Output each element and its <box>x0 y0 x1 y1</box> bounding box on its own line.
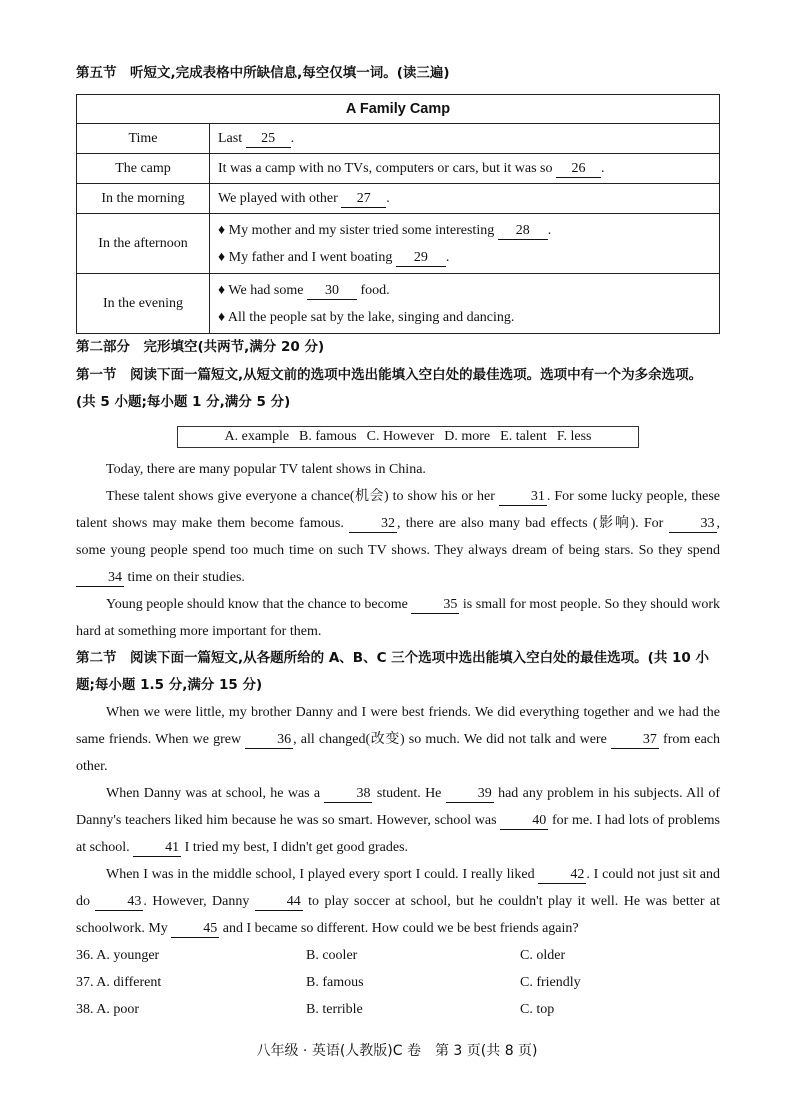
part2-section2-title: 第二节 阅读下面一篇短文,从各题所给的 A、B、C 三个选项中选出能填入空白处的最佳选项。(共 10 小题;每小题 1.5 分,满分 15 分) <box>76 650 710 693</box>
choice-row <box>76 996 720 1023</box>
option: B. famous <box>299 429 357 444</box>
choice-a[interactable]: 38. A. poor <box>76 1002 139 1017</box>
row-label: Time <box>77 124 210 154</box>
blank-41[interactable]: 41 <box>133 840 181 857</box>
option: E. talent <box>500 429 547 444</box>
table-row <box>77 184 720 214</box>
blank-43[interactable]: 43 <box>95 894 143 911</box>
option: F. less <box>556 429 592 444</box>
blank-29[interactable]: 29 <box>396 250 446 267</box>
table-row <box>77 154 720 184</box>
table-title: A Family Camp <box>77 95 720 124</box>
blank-27[interactable]: 27 <box>341 191 386 208</box>
option: C. However <box>366 429 435 444</box>
paragraph: Young people should know that the chance to become 35 is small for most people. So they should work hard at something more important for them. <box>76 597 721 639</box>
row-label: In the afternoon <box>77 214 210 274</box>
options-box <box>177 426 639 448</box>
choice-a[interactable]: 37. A. different <box>76 975 162 990</box>
section5-title: 第五节 听短文,完成表格中所缺信息,每空仅填一词。(读三遍) <box>76 65 450 81</box>
option: D. more <box>444 429 491 444</box>
choice-row <box>76 942 720 969</box>
choice-b[interactable]: B. cooler <box>306 948 358 963</box>
table-row <box>77 274 720 334</box>
table-row <box>77 124 720 154</box>
choice-c[interactable]: C. top <box>520 1002 555 1017</box>
blank-31[interactable]: 31 <box>499 489 547 506</box>
blank-44[interactable]: 44 <box>255 894 303 911</box>
family-camp-table <box>76 94 720 334</box>
blank-39[interactable]: 39 <box>446 786 494 803</box>
paragraph: When I was in the middle school, I played every sport I could. I really liked 42 . I could not just sit and do 43 . However, Danny 44 to play soccer at school, but he couldn't play it well. He was better at schoolwork. My 45 and I became so different. How could we be best friends again? <box>76 867 721 936</box>
blank-34[interactable]: 34 <box>76 570 124 587</box>
blank-25[interactable]: 25 <box>246 131 291 148</box>
part2-section1-title: 第一节 阅读下面一篇短文,从短文前的选项中选出能填入空白处的最佳选项。选项中有一个为多余选项。(共 5 小题;每小题 1 分,满分 5 分) <box>76 367 703 410</box>
paragraph: Today, there are many popular TV talent shows in China. <box>106 462 426 477</box>
row-label: In the morning <box>77 184 210 214</box>
page-footer: 八年级 · 英语(人教版)C 卷 第 3 页(共 8 页) <box>256 1043 538 1059</box>
choice-c[interactable]: C. friendly <box>520 975 581 990</box>
answer-choices <box>76 942 720 1023</box>
exam-page <box>76 64 720 1023</box>
row-label: In the evening <box>77 274 210 334</box>
blank-26[interactable]: 26 <box>556 161 601 178</box>
blank-30[interactable]: 30 <box>307 283 357 300</box>
row-content: We played with other 27 . <box>210 184 720 214</box>
blank-32[interactable]: 32 <box>349 516 397 533</box>
blank-37[interactable]: 37 <box>611 732 659 749</box>
blank-42[interactable]: 42 <box>538 867 586 884</box>
row-content: It was a camp with no TVs, computers or cars, but it was so 26 . <box>210 154 720 184</box>
choice-c[interactable]: C. older <box>520 948 566 963</box>
table-row <box>77 214 720 274</box>
row-content: Last 25 . <box>210 124 720 154</box>
blank-40[interactable]: 40 <box>500 813 548 830</box>
choice-a[interactable]: 36. A. younger <box>76 948 160 963</box>
choice-b[interactable]: B. terrible <box>306 1002 363 1017</box>
row-content: ♦ We had some 30 food. ♦ All the people sat by the lake, singing and dancing. <box>210 274 720 334</box>
blank-45[interactable]: 45 <box>171 921 219 938</box>
option: A. example <box>224 429 290 444</box>
blank-35[interactable]: 35 <box>411 597 459 614</box>
blank-38[interactable]: 38 <box>324 786 372 803</box>
part2-title: 第二部分 完形填空(共两节,满分 20 分) <box>76 339 325 355</box>
row-label: The camp <box>77 154 210 184</box>
choice-row <box>76 969 720 996</box>
row-content: ♦ My mother and my sister tried some interesting 28 . ♦ My father and I went boating 29 . <box>210 214 720 274</box>
paragraph: When Danny was at school, he was a 38 student. He 39 had any problem in his subjects. All of Danny's teachers liked him because he was so smart. However, school was 40 for me. I had lots of problems at school. 41 I tried my best, I didn't get good grades. <box>76 786 721 855</box>
blank-28[interactable]: 28 <box>498 223 548 240</box>
paragraph: These talent shows give everyone a chance(机会) to show his or her 31 . For some lucky people, these talent shows may make them become famous. 32 , there are also many bad effects (影响). For 33 , some young people spend too much time on such TV shows. They always dream of being stars. So they spend 34 time on their studies. <box>76 489 721 585</box>
choice-b[interactable]: B. famous <box>306 975 364 990</box>
paragraph: When we were little, my brother Danny and I were best friends. We did everything together and we had the same friends. When we grew 36 , all changed(改变) so much. We did not talk and were 37 from each other. <box>76 705 720 774</box>
blank-36[interactable]: 36 <box>245 732 293 749</box>
blank-33[interactable]: 33 <box>669 516 717 533</box>
